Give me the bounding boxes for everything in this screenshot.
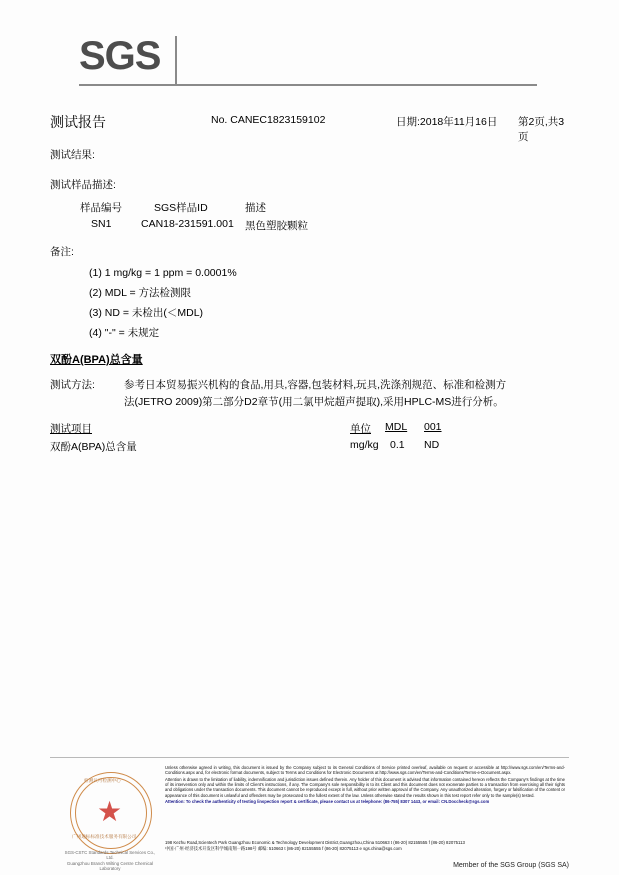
report-header [50, 112, 569, 143]
footer-legal-text [165, 765, 565, 806]
page-number: 第2页,共3页 [518, 116, 565, 143]
footer-address-en: 198 Kezhu Road,Scientech Park Guangzhou Economic & Technology Development District,Guangzhou,China 510663 t (86-20) 82155555 f (86-20) 82075113 [165, 840, 465, 845]
report-number: No. CANEC1823159102 [211, 114, 326, 126]
cell-unit: mg/kg [350, 439, 379, 451]
star-icon: ★ [97, 796, 123, 827]
stamp-text-ring [62, 766, 158, 862]
sgs-logo-text: SGS [79, 34, 161, 78]
stamp-ring-top-text: 检测认可检测中心 [84, 778, 121, 783]
table-row [50, 439, 520, 455]
cell-sgs-id: CAN18-231591.001 [141, 218, 234, 230]
stamp-caption-line-2: Guangzhou Branch Wilting Centre Chemical Laboratory [66, 860, 154, 872]
cell-mdl: 0.1 [390, 439, 405, 451]
report-date: 日期:2018年11月16日 [396, 116, 498, 128]
method-label: 测试方法: [50, 379, 95, 391]
remark-item-1: (1) 1 mg/kg = 1 ppm = 0.0001% [89, 267, 237, 279]
legal-attention[interactable]: Attention: To check the authenticity of testing /inspection report & certificate, please contact us at telephone: (86-755) 8307 1443, or email: CN.Doccheck@sgs.com [165, 799, 490, 805]
col-result-001: 001 [424, 421, 442, 433]
footer-address [165, 840, 565, 852]
header-rule [79, 84, 537, 86]
legal-paragraph-2: Attention is drawn to the limitation of liability, indemnification and jurisdiction issues defined therein. Any holder of this document is advised that information contained hereon reflects the Company's findings at the time of its intervention only and within the limits of Client's instructions, if any. The Company's sole responsibility is to its Client and this document does not exonerate parties to a transaction from exercising all their rights and obligations under the transaction documents. This document cannot be reproduced except in full, without prior written approval of the Company. Any unauthorized alteration, forgery or falsification of the content or appearance of this document is unlawful and offenders may be prosecuted to the fullest extent of the law. Unless otherwise stated the results shown in this test report refer only to the sample(s) tested. [165, 776, 565, 798]
col-mdl: MDL [385, 421, 408, 433]
sgs-logo [79, 36, 179, 86]
remark-item-2: (2) MDL = 方法检测限 [89, 287, 191, 299]
cell-sample-no: SN1 [91, 218, 112, 230]
remark-item-3: (3) ND = 未检出(＜MDL) [89, 307, 204, 319]
stamp-caption [62, 850, 158, 872]
method-line-2: 法(JETRO 2009)第二部分D2章节(用二氯甲烷超声提取),采用HPLC-MS进行分析。 [124, 396, 504, 408]
footer-rule [50, 757, 569, 758]
remark-item-4: (4) "-" = 未规定 [89, 327, 160, 339]
footer-member-line: Member of the SGS Group (SGS SA) [453, 862, 569, 869]
col-sgs-id: SGS样品ID [154, 202, 208, 214]
remarks-heading: 备注: [50, 246, 74, 258]
result-table-header [50, 421, 520, 437]
stamp-caption-line-1: SGS-CSTC Standards Technical Services Co., Ltd. [64, 850, 156, 861]
cell-test-item: 双酚A(BPA)总含量 [50, 441, 137, 453]
results-intro: 测试结果: [50, 149, 95, 161]
bpa-section-title: 双酚A(BPA)总含量 [50, 354, 143, 366]
col-unit: 单位 [350, 423, 371, 435]
legal-paragraph-1: Unless otherwise agreed in writing, this document is issued by the Company subject to its General Conditions of Service printed overleaf, available on request or accessible at http://www.sgs.com/en/Terms-and-Conditions.aspx and, for electronic format documents, subject to Terms and Conditions for Electronic Documents at http://www.sgs.com/en/Terms-and-Conditions/Terms-e-Document.aspx. [165, 765, 565, 776]
cell-description: 黑色塑胶颗粒 [245, 220, 308, 232]
col-test-item: 测试项目 [50, 423, 92, 435]
sample-section-heading: 测试样品描述: [50, 179, 116, 191]
company-stamp [62, 766, 158, 872]
footer-address-cn: 中国·广州·经济技术开发区科学城南翔一路198号 邮编: 510663 t (86-20) 82155555 f (86-20) 82075113 e sgs.china@sgs.com [165, 846, 402, 851]
logo-divider-tick [175, 36, 177, 84]
col-sample-no: 样品编号 [80, 202, 122, 214]
page-title: 测试报告 [50, 114, 106, 130]
stamp-ring-bottom-text: 广州通标标准技术服务有限公司 [72, 834, 137, 839]
col-description: 描述 [245, 202, 266, 214]
method-line-1: 参考日本贸易振兴机构的食品,用具,容器,包装材料,玩具,洗涤剂规范、标准和检测方 [124, 379, 507, 391]
cell-result: ND [424, 439, 440, 451]
